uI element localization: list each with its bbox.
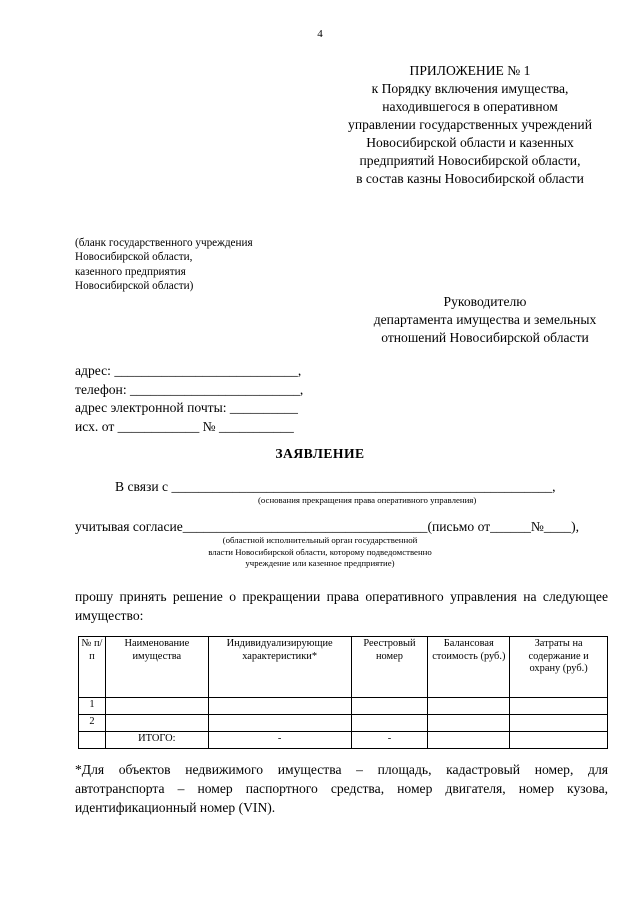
addressee-line: департамента имущества и земельных [373, 312, 597, 327]
table-cell [510, 698, 608, 715]
reason-caption: (основания прекращения права оперативного управления) [258, 495, 477, 505]
table-cell [351, 698, 428, 715]
page-number: 4 [317, 28, 323, 40]
phone-field: телефон: _________________________, [75, 381, 304, 397]
column-header-name: Наименование имущества [105, 637, 208, 698]
contact-fields [75, 362, 303, 436]
table-cell [105, 715, 208, 732]
consent-caption-line: (областной исполнительный орган государственной [222, 535, 418, 545]
total-registry: - [351, 732, 428, 749]
document-title: ЗАЯВЛЕНИЕ [275, 446, 365, 461]
addressee-line: отношений Новосибирской области [381, 330, 589, 345]
table-cell [208, 698, 351, 715]
address-field: адрес: ___________________________, [75, 363, 302, 378]
asset-table [78, 636, 608, 749]
consent-line: учитывая согласие____________________________________(письмо от______№____), [75, 519, 579, 534]
footnote: *Для объектов недвижимого имущества – площадь, кадастровый номер, для автотранспорта – номер паспортного средства, номер двигателя, номер кузова, идентификационный номер (VIN). [75, 762, 608, 815]
table-cell [79, 732, 106, 749]
column-header-costs: Затраты на содержание и охрану (руб.) [510, 637, 608, 698]
total-label: ИТОГО: [105, 732, 208, 749]
addressee-line: Руководителю [443, 294, 527, 309]
email-field: адрес электронной почты: __________ [75, 400, 298, 415]
table-total-row [79, 732, 608, 749]
appendix-line: находившегося в оперативном [382, 99, 558, 114]
total-characteristics: - [208, 732, 351, 749]
appendix-line: управлении государственных учреждений [348, 117, 592, 132]
table-header-row [79, 637, 608, 698]
letterhead-line: Новосибирской области, [75, 251, 193, 264]
letterhead-line: (бланк государственного учреждения [75, 237, 253, 249]
appendix-line: предприятий Новосибирской области, [359, 153, 581, 168]
column-header-number: № п/п [79, 637, 106, 698]
table-cell [351, 715, 428, 732]
consent-caption-line: власти Новосибирской области, которому подведомственно [208, 546, 432, 557]
addressee-block [355, 293, 615, 347]
outgoing-ref-field: исх. от ____________ № ___________ [75, 418, 294, 434]
column-header-characteristics: Индивидуализирующие характеристики* [208, 637, 351, 698]
table-cell: 2 [79, 715, 106, 732]
table-cell [428, 698, 510, 715]
table-cell [428, 732, 510, 749]
table-cell: 1 [79, 698, 106, 715]
letterhead-note [75, 236, 253, 293]
appendix-line: к Порядку включения имущества, [371, 81, 569, 96]
column-header-book-value: Балансовая стоимость (руб.) [428, 637, 510, 698]
column-header-registry: Реестровый номер [351, 637, 428, 698]
table-cell [208, 715, 351, 732]
appendix-header [330, 62, 610, 188]
consent-caption [150, 535, 490, 570]
appendix-line: Новосибирской области и казенных [366, 135, 574, 150]
request-text: прошу принять решение о прекращении права оперативного управления на следующее имущество: [75, 589, 608, 623]
table-cell [105, 698, 208, 715]
letterhead-line: Новосибирской области) [75, 279, 194, 292]
table-cell [510, 715, 608, 732]
table-cell [510, 732, 608, 749]
reason-line: В связи с ________________________________________________________, [115, 479, 556, 494]
table-row [79, 698, 608, 715]
table-cell [428, 715, 510, 732]
appendix-line: в состав казны Новосибирской области [356, 171, 584, 186]
appendix-line: ПРИЛОЖЕНИЕ № 1 [409, 63, 531, 78]
consent-caption-line: учреждение или казенное предприятие) [245, 558, 395, 568]
letterhead-line: казенного предприятия [75, 265, 186, 278]
table-row [79, 715, 608, 732]
